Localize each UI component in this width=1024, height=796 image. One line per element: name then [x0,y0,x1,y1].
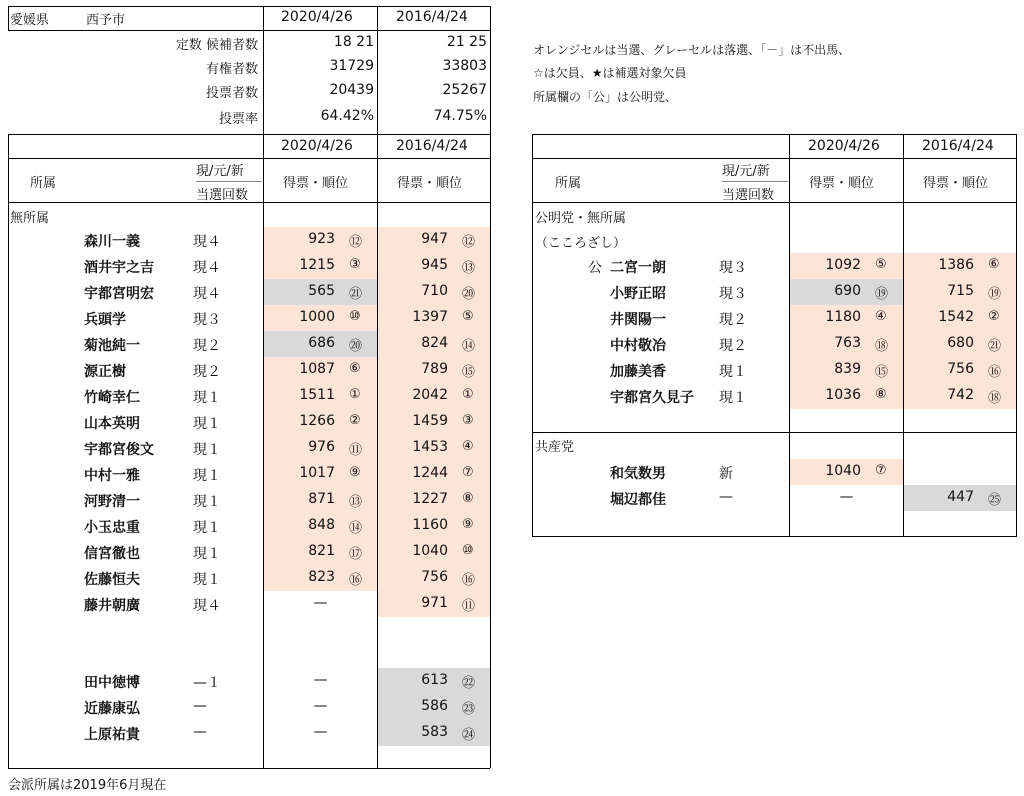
rank-2016: ㉑ [988,339,1002,354]
votes-2020: 821 [308,543,335,559]
rank-2016: ⑭ [462,339,476,354]
votes-2020: 848 [308,517,335,533]
rank-2016: ⑩ [462,543,474,558]
votes-2016: 1040 [412,543,448,559]
candidate-status: 現１ [193,520,221,536]
votes-2016: 1227 [412,491,448,507]
rank-2016: ⑥ [988,257,1000,272]
rank-2016: ⑨ [462,517,474,532]
summary-label: 投票率 [218,112,258,127]
rank-2016: ⑯ [462,573,476,588]
votes-2016: 586 [421,698,448,714]
votes-2016: 613 [421,672,448,688]
summary-label: 有権者数 [205,62,258,77]
candidate-status: —１ [193,675,221,691]
left-col-votes-1: 得票・順位 [283,176,349,191]
candidate-name: 堀辺都佳 [610,492,666,508]
votes-2016: 1160 [412,517,448,533]
rank-2016: ⑪ [462,599,476,614]
votes-2016: 715 [947,283,974,299]
rank-2016: ④ [462,439,474,454]
votes-2020: 1036 [825,387,861,403]
votes-2020: 1087 [299,361,335,377]
group-independent: 無所属 [10,211,50,226]
votes-2020: 871 [308,491,335,507]
candidate-name: 上原祐貴 [84,727,140,743]
votes-2016: 447 [947,489,974,505]
candidate-status: 現１ [193,442,221,458]
votes-2016: 1386 [938,257,974,273]
candidate-status: 現３ [719,286,747,302]
candidate-name: 竹崎幸仁 [84,390,140,406]
summary-value-1: 64.42% [320,108,374,124]
votes-2020: — [313,672,328,688]
summary-date-1: 2020/4/26 [281,9,353,25]
votes-2020: — [313,724,328,740]
candidate-name: 信宮徹也 [84,546,140,562]
rank-2016: ① [462,387,474,402]
votes-2020: 1000 [299,309,335,325]
rank-2016: ⑱ [988,391,1002,406]
candidate-name: 中村一雅 [84,468,140,484]
rank-2016: ⑤ [462,309,474,324]
group-komeito-sub: （こころざし） [535,236,627,251]
candidate-status: 新 [719,466,733,482]
votes-2020: 923 [308,231,335,247]
candidate-name: 小玉忠重 [84,520,140,536]
rank-2016: ⑬ [462,261,476,276]
rank-2016: ② [988,309,1000,324]
candidate-status: 現４ [193,598,221,614]
candidate-name: 源正樹 [84,364,126,380]
rank-2020: ⑪ [349,443,363,458]
votes-2016: 1244 [412,465,448,481]
votes-2016: 742 [947,387,974,403]
city: 西予市 [86,13,126,28]
rank-2020: ⑱ [875,339,889,354]
rank-2020: ㉑ [349,287,363,302]
party-prefix: 公 [588,260,602,276]
right-col-votes-1: 得票・順位 [809,176,875,191]
candidate-status: 現３ [719,260,747,276]
group-jcp: 共産党 [535,440,575,455]
candidate-name: 井関陽一 [610,312,666,328]
summary-value-1: 31729 [329,58,374,74]
candidate-name: 佐藤恒夫 [84,572,140,588]
votes-2016: 1453 [412,439,448,455]
rank-2016: ⑮ [462,365,476,380]
rank-2020: ⑯ [349,573,363,588]
summary-value-2: 21 25 [446,34,487,50]
left-col-status-top: 現/元/新 [196,164,244,179]
candidate-status: 現１ [193,390,221,406]
rank-2020: ⑤ [875,257,887,272]
rank-2016: ⑧ [462,491,474,506]
votes-2016: 1459 [412,413,448,429]
votes-2016: 756 [421,569,448,585]
votes-2016: 824 [421,335,448,351]
left-col-date-1: 2020/4/26 [281,138,353,154]
right-col-date-2: 2016/4/24 [922,138,994,154]
candidate-name: 森川一義 [84,234,140,250]
rank-2020: ⑳ [349,339,363,354]
votes-2016: 971 [421,595,448,611]
rank-2016: ⑲ [988,287,1002,302]
rank-2020: ④ [875,309,887,324]
candidate-name: 兵頭学 [84,312,126,328]
votes-2020: 686 [308,335,335,351]
votes-2020: — [839,489,854,505]
left-col-affiliation: 所属 [30,176,57,191]
candidate-status: — [719,489,733,505]
votes-2016: 583 [421,724,448,740]
left-col-votes-2: 得票・順位 [397,176,463,191]
summary-value-1: 18 21 [333,34,374,50]
votes-2020: 1511 [299,387,335,403]
votes-2020: 565 [308,283,335,299]
votes-2016: 680 [947,335,974,351]
left-col-date-2: 2016/4/24 [396,138,468,154]
summary-value-2: 74.75% [433,108,487,124]
right-col-status-top: 現/元/新 [722,164,770,179]
candidate-status: 現４ [193,286,221,302]
candidate-status: 現２ [193,364,221,380]
candidate-name: 菊池純一 [84,338,140,354]
rank-2020: ⑧ [875,387,887,402]
candidate-name: 河野清一 [84,494,140,510]
rank-2020: ① [349,387,361,402]
rank-2016: ⑳ [462,287,476,302]
candidate-status: 現１ [719,390,747,406]
right-col-votes-2: 得票・順位 [923,176,989,191]
legend-note-3: 所属欄の「公」は公明党、 [533,90,678,104]
candidate-status: 現３ [193,312,221,328]
rank-2016: ⑦ [462,465,474,480]
legend-note-1: オレンジセルは当選、グレーセルは落選、「－」は不出馬、 [533,43,851,57]
rank-2020: ③ [349,257,361,272]
candidate-name: 宇都宮俊文 [84,442,154,458]
candidate-name: 宇都宮久見子 [610,390,694,406]
rank-2016: ⑫ [462,235,476,250]
rank-2020: ⑨ [349,465,361,480]
candidate-name: 田中徳博 [84,675,140,691]
candidate-name: 山本英明 [84,416,140,432]
summary-value-1: 20439 [329,82,374,98]
candidate-status: 現２ [719,312,747,328]
rank-2020: ⑲ [875,287,889,302]
candidate-name: 藤井朝廣 [84,598,140,614]
candidate-name: 酒井宇之吉 [84,260,154,276]
candidate-status: 現１ [193,468,221,484]
votes-2020: — [313,595,328,611]
candidate-name: 加藤美香 [610,364,666,380]
summary-value-2: 25267 [442,82,487,98]
votes-2016: 947 [421,231,448,247]
votes-2020: — [313,698,328,714]
rank-2016: ㉔ [462,728,476,743]
prefecture: 愛媛県 [10,13,50,28]
rank-2016: ㉒ [462,676,476,691]
rank-2020: ⑦ [875,463,887,478]
rank-2020: ⑮ [875,365,889,380]
summary-date-2: 2016/4/24 [396,9,468,25]
candidate-name: 和気数男 [610,466,666,482]
candidate-status: 現１ [193,494,221,510]
votes-2020: 1266 [299,413,335,429]
right-col-affiliation: 所属 [555,176,582,191]
candidate-status: 現４ [193,234,221,250]
candidate-name: 近藤康弘 [84,701,140,717]
votes-2020: 976 [308,439,335,455]
right-col-date-1: 2020/4/26 [808,138,880,154]
votes-2020: 763 [834,335,861,351]
candidate-name: 小野正昭 [610,286,666,302]
votes-2016: 756 [947,361,974,377]
footer-note: 会派所属は2019年6月現在 [8,778,167,793]
candidate-status: 現１ [719,364,747,380]
rank-2016: ⑯ [988,365,1002,380]
rank-2020: ⑩ [349,309,361,324]
candidate-status: 現２ [193,338,221,354]
legend-note-2: ☆は欠員、★は補選対象欠員 [533,66,687,80]
votes-2016: 1397 [412,309,448,325]
rank-2016: ㉕ [988,493,1002,508]
candidate-status: 現１ [193,572,221,588]
candidate-name: 中村敬冶 [610,338,666,354]
group-komeito: 公明党・無所属 [535,211,627,226]
rank-2020: ② [349,413,361,428]
right-col-status-bottom: 当選回数 [722,188,775,203]
votes-2020: 1215 [299,257,335,273]
candidate-name: 二宮一朗 [610,260,666,276]
votes-2016: 2042 [412,387,448,403]
rank-2016: ㉓ [462,702,476,717]
candidate-status: 現４ [193,260,221,276]
summary-value-2: 33803 [442,58,487,74]
votes-2020: 1092 [825,257,861,273]
rank-2016: ③ [462,413,474,428]
votes-2016: 710 [421,283,448,299]
votes-2016: 945 [421,257,448,273]
candidate-status: 現１ [193,416,221,432]
rank-2020: ⑫ [349,235,363,250]
rank-2020: ⑭ [349,521,363,536]
candidate-status: — [193,698,207,714]
rank-2020: ⑬ [349,495,363,510]
left-col-status-bottom: 当選回数 [196,188,249,203]
rank-2020: ⑰ [349,547,363,562]
votes-2020: 1017 [299,465,335,481]
votes-2020: 1040 [825,463,861,479]
votes-2020: 690 [834,283,861,299]
votes-2020: 823 [308,569,335,585]
summary-label: 投票者数 [205,86,258,101]
candidate-name: 宇都宮明宏 [84,286,154,302]
votes-2020: 1180 [825,309,861,325]
candidate-status: 現２ [719,338,747,354]
votes-2016: 789 [421,361,448,377]
rank-2020: ⑥ [349,361,361,376]
votes-2016: 1542 [938,309,974,325]
votes-2020: 839 [834,361,861,377]
summary-label: 定数 候補者数 [175,38,258,53]
candidate-status: 現１ [193,546,221,562]
candidate-status: — [193,724,207,740]
